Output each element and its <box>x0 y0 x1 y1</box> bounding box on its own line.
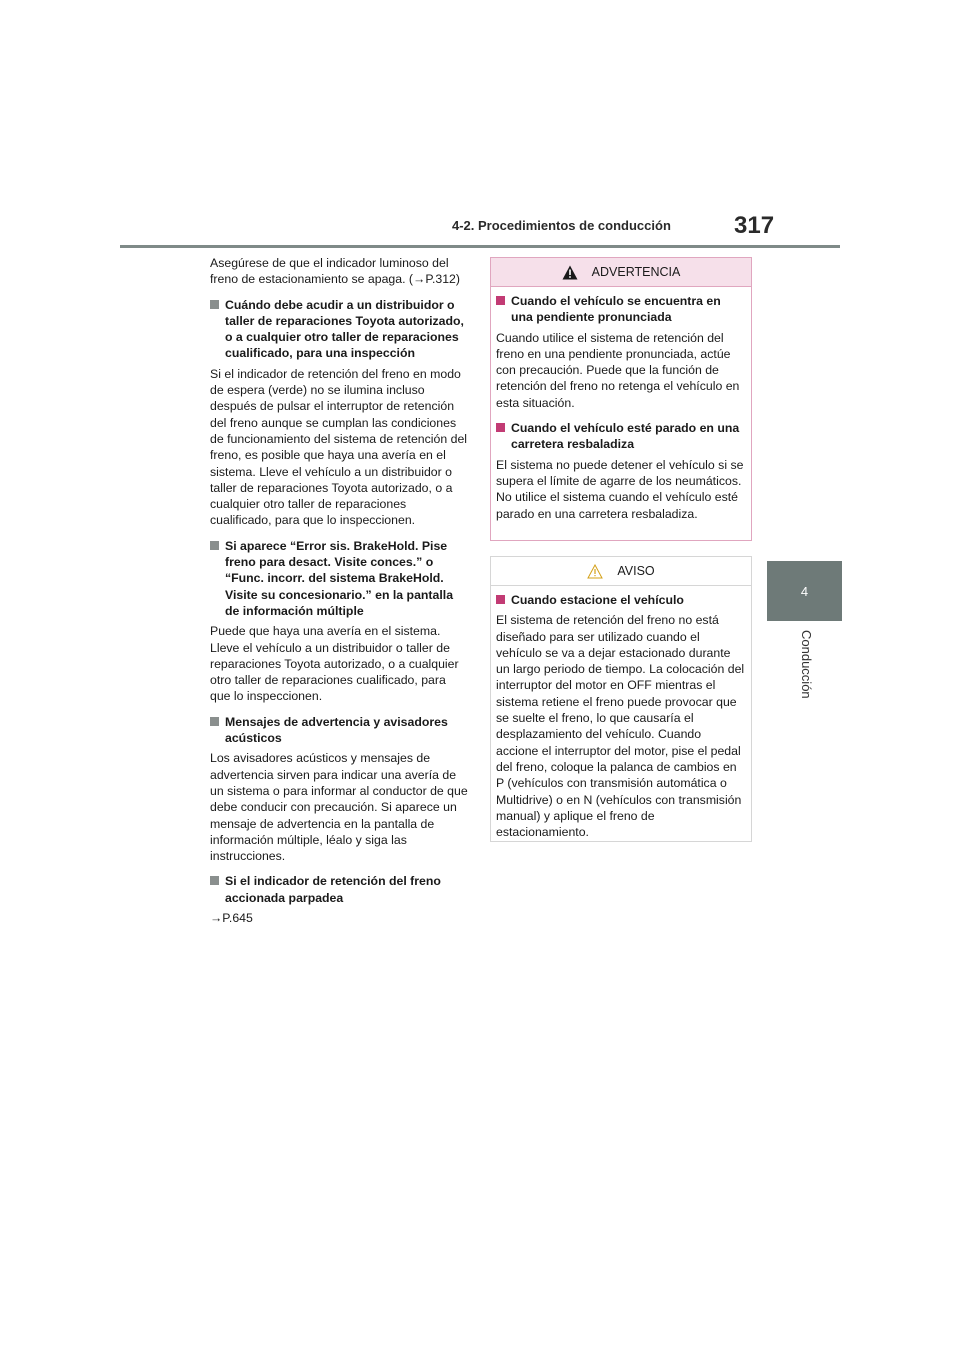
caution-box-header <box>491 557 751 586</box>
chapter-number: 4 <box>800 583 809 599</box>
section-body: El sistema de retención del freno no está diseñado para ser utilizado cuando el vehículo se va a dejar estacionado durante un largo periodo de tiempo. La colocación del interruptor del motor en OFF mientras el sistema retiene el freno puede provocar que se suelte el freno, lo que causaría el desplazamiento del vehículo. Cuando accione el interruptor del motor, pise el pedal del freno, coloque la palanca de cambios en P (vehículos con transmisión automática o Multidrive) o en N (vehículos con transmisión manual) y aplique el freno de estacionamiento. <box>496 613 745 840</box>
intro-text: Asegúrese de que el indicador luminoso del freno de estacionamiento se apaga. (→P.312) <box>210 256 460 287</box>
warning-box <box>490 257 752 541</box>
section-heading: Cuando el vehículo se encuentra en una pendiente pronunciada <box>496 293 746 326</box>
header-rule <box>120 245 840 248</box>
warning-triangle-icon <box>562 265 578 280</box>
warning-box-title: ADVERTENCIA <box>591 264 681 279</box>
chapter-label: Conducción <box>799 630 814 699</box>
page-number: 317 <box>734 212 775 239</box>
page-reference: →P.645 <box>210 910 253 925</box>
section-body: Si el indicador de retención del freno en modo de espera (verde) no se ilumina incluso después de pulsar el interruptor de retención del freno aunque se cumplan las condiciones de funcionamiento del sistema de retención del freno, es posible que haya una avería en el sistema. Lleve el vehículo a un distribuidor o taller de reparaciones Toyota autorizado, o a cualquier otro taller de reparaciones cualificado, para que lo inspeccionen. <box>210 366 468 528</box>
square-bullet-icon <box>210 541 219 550</box>
chapter-tab <box>767 561 842 621</box>
section-header-title: 4-2. Procedimientos de conducción <box>452 218 671 233</box>
square-bullet-icon <box>496 296 505 305</box>
section-heading: Si el indicador de retención del freno accionada parpadea <box>210 873 468 906</box>
warning-box-header <box>491 258 751 287</box>
section-body: Cuando utilice el sistema de retención del freno en una pendiente pronunciada, actúe con precaución. Puede que la función de retención del freno no retenga el vehículo en esta situación. <box>496 330 740 410</box>
caution-box <box>490 556 752 842</box>
square-bullet-icon <box>496 595 505 604</box>
section-body: El sistema no puede detener el vehículo si se supera el límite de agarre de los neumáticos. No utilice el sistema cuando el vehículo esté parado en una carretera resbaladiza. <box>496 457 744 521</box>
section-heading: Mensajes de advertencia y avisadores acústicos <box>210 714 468 747</box>
square-bullet-icon <box>210 876 219 885</box>
section-body: Los avisadores acústicos y mensajes de advertencia sirven para indicar una avería de un sistema o para informar al conductor de que debe conducir con precaución. Si aparece un mensaje de advertencia en la pantalla de información múltiple, léalo y siga las instrucciones. <box>210 751 468 864</box>
section-body: Puede que haya una avería en el sistema. Lleve el vehículo a un distribuidor o taller de reparaciones Toyota autorizado, o a cualquier otro taller de reparaciones cualificado, para que lo inspeccionen. <box>210 624 459 704</box>
section-heading: Si aparece “Error sis. BrakeHold. Pise freno para desact. Visite conces.” o “Func. incorr. del sistema BrakeHold. Visite su concesionario.” en la pantalla de información múltiple <box>210 538 468 619</box>
section-heading: Cuándo debe acudir a un distribuidor o taller de reparaciones Toyota autorizado, o a cualquier otro taller de reparaciones cualificado, para una inspección <box>210 297 468 362</box>
square-bullet-icon <box>496 423 505 432</box>
left-column <box>210 255 468 935</box>
caution-box-title: AVISO <box>617 563 655 578</box>
caution-triangle-icon <box>587 564 603 579</box>
square-bullet-icon <box>210 300 219 309</box>
section-heading: Cuando el vehículo esté parado en una carretera resbaladiza <box>496 420 746 453</box>
section-heading: Cuando estacione el vehículo <box>496 592 746 608</box>
square-bullet-icon <box>210 717 219 726</box>
